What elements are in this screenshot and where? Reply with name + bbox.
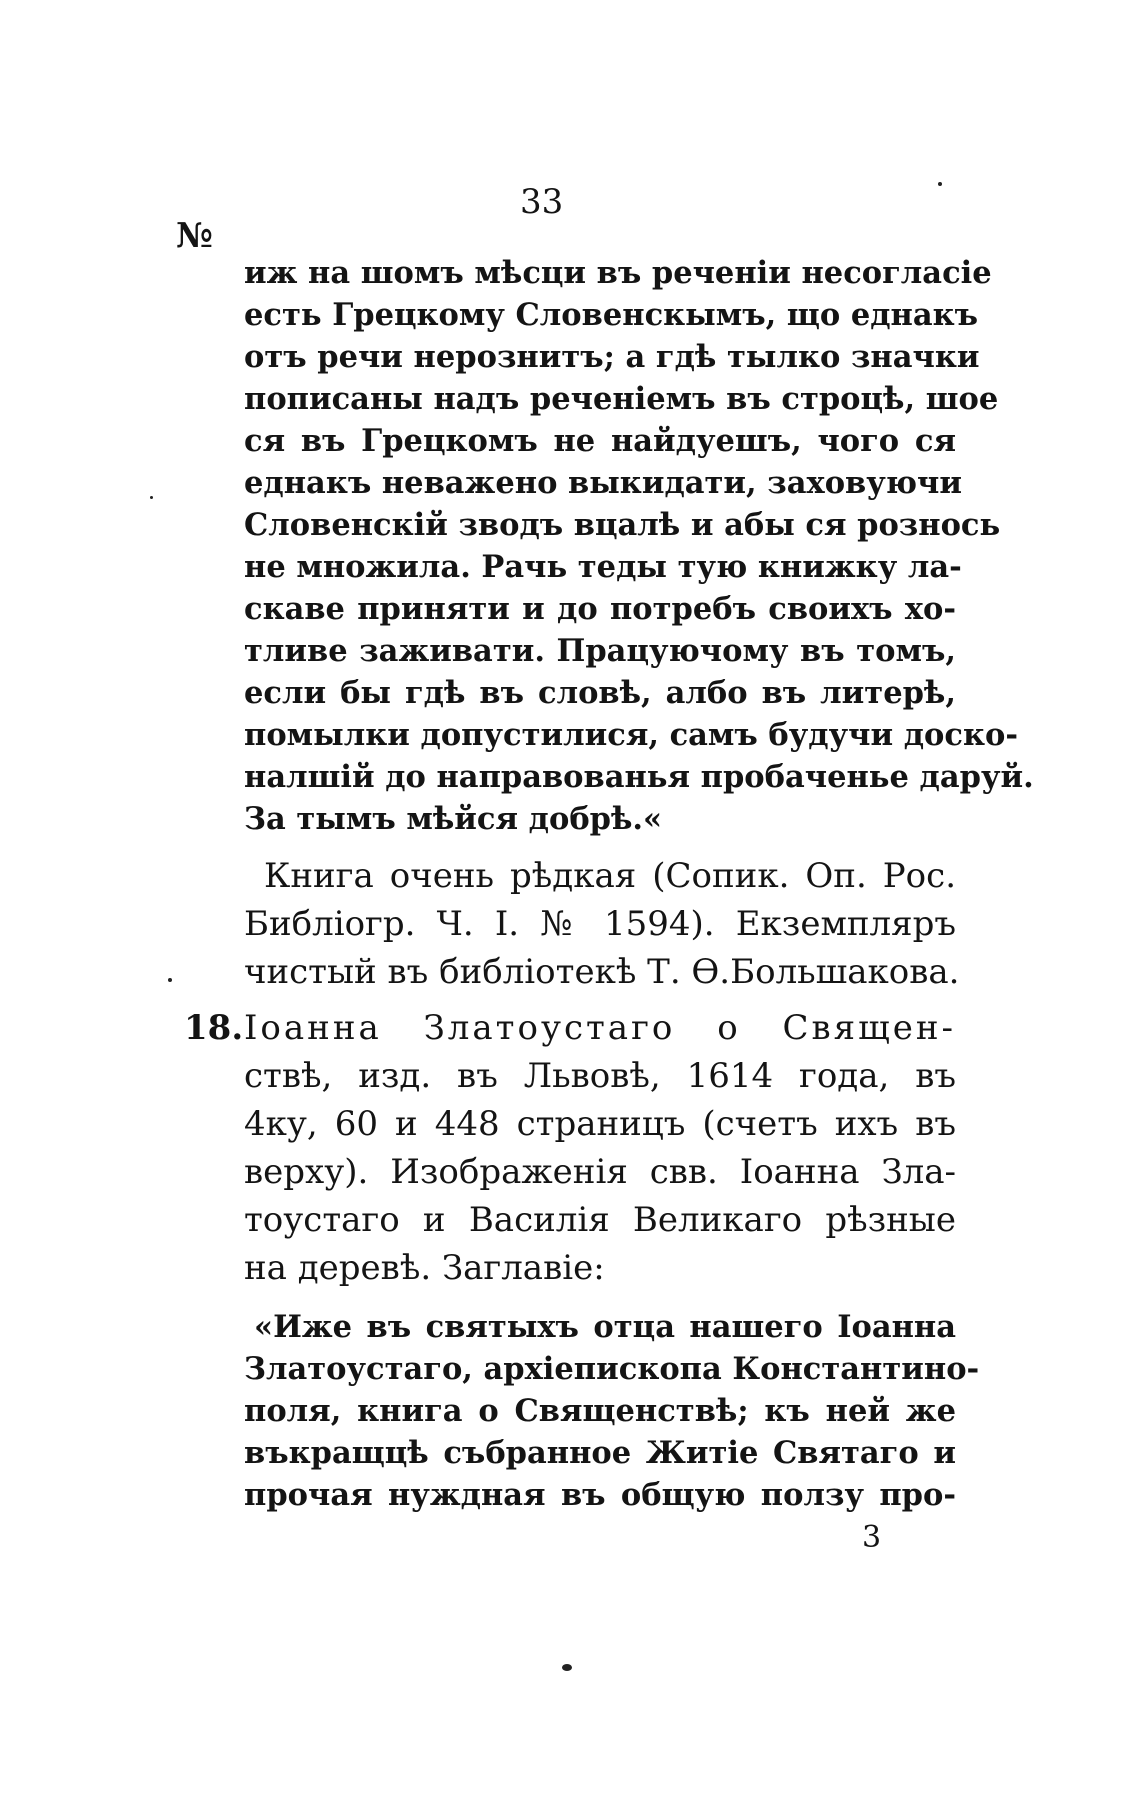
text-line: скаве приняти и до потребъ своихъ хо- xyxy=(244,591,956,627)
page-number: 33 xyxy=(520,182,564,222)
text-line: помылки допустилися, самъ будучи доско- xyxy=(244,717,1018,753)
catalog-entry xyxy=(244,1004,956,1292)
bibliographic-note xyxy=(244,852,960,996)
book-title-quote xyxy=(244,1306,980,1516)
signature-mark: 3 xyxy=(862,1520,882,1555)
entry-number: 18. xyxy=(184,1008,244,1048)
text-line: 4ку, 60 и 448 страницъ (счетъ ихъ въ xyxy=(244,1104,956,1144)
text-line: «Иже въ святыхъ отца нашего Іоанна xyxy=(254,1309,956,1345)
text-line: верху). Изображенія свв. Іоанна Зла- xyxy=(244,1152,956,1192)
text-line: прочая нуждная въ общую ползу про- xyxy=(244,1477,956,1513)
ink-speck xyxy=(938,182,942,186)
column-marker: № xyxy=(176,216,213,256)
text-line: еднакъ неважено выкидати, заховуючи xyxy=(244,465,962,501)
quoted-preface-text xyxy=(244,252,1034,840)
text-line: есть Грецкому Словенскымъ, що еднакъ xyxy=(244,297,979,333)
text-line: тливе заживати. Працуючому въ томъ, xyxy=(244,633,956,669)
text-line: пописаны надъ реченіемъ въ строцѣ, шое xyxy=(244,381,999,417)
text-line: За тымъ мѣйся добрѣ.« xyxy=(244,801,663,837)
text-line: Библіогр. Ч. I. № 1594). Екземпляръ xyxy=(244,904,956,944)
text-line: ся въ Грецкомъ не найдуешъ, чого ся xyxy=(244,423,956,459)
text-line: Словенскій зводъ вцалѣ и абы ся рознось xyxy=(244,507,1001,543)
text-line: въкращцѣ събранное Житіе Святаго и xyxy=(244,1435,956,1471)
text-line: отъ речи нерознитъ; а гдѣ тылко значки xyxy=(244,339,980,375)
entry-heading-line: Іоанна Златоустаго о Священ- xyxy=(244,1008,956,1048)
ink-speck xyxy=(168,978,172,982)
ink-speck xyxy=(150,496,153,499)
text-line: ствѣ, изд. въ Львовѣ, 1614 года, въ xyxy=(244,1056,956,1096)
ink-speck xyxy=(562,1664,572,1671)
text-line: поля, книга о Священствѣ; къ ней же xyxy=(244,1393,956,1429)
text-line: налшій до направованья пробаченье даруй. xyxy=(244,759,1034,795)
text-line: Книга очень рѣдкая (Сопик. Оп. Рос. xyxy=(264,856,956,896)
text-line: тоустаго и Василія Великаго рѣзные xyxy=(244,1200,956,1240)
text-line: Златоустаго, архіепископа Константино- xyxy=(244,1351,980,1387)
text-line: иж нa шомъ мѣсци въ реченіи несогласіе xyxy=(244,255,992,291)
text-line: на деревѣ. Заглавіе: xyxy=(244,1248,605,1288)
text-line: если бы гдѣ въ словѣ, албо въ литерѣ, xyxy=(244,675,956,711)
text-line: чистый въ библіотекѣ Т. Ѳ.Большакова. xyxy=(244,952,960,992)
text-line: не множила. Рачь теды тую книжку ла- xyxy=(244,549,962,585)
